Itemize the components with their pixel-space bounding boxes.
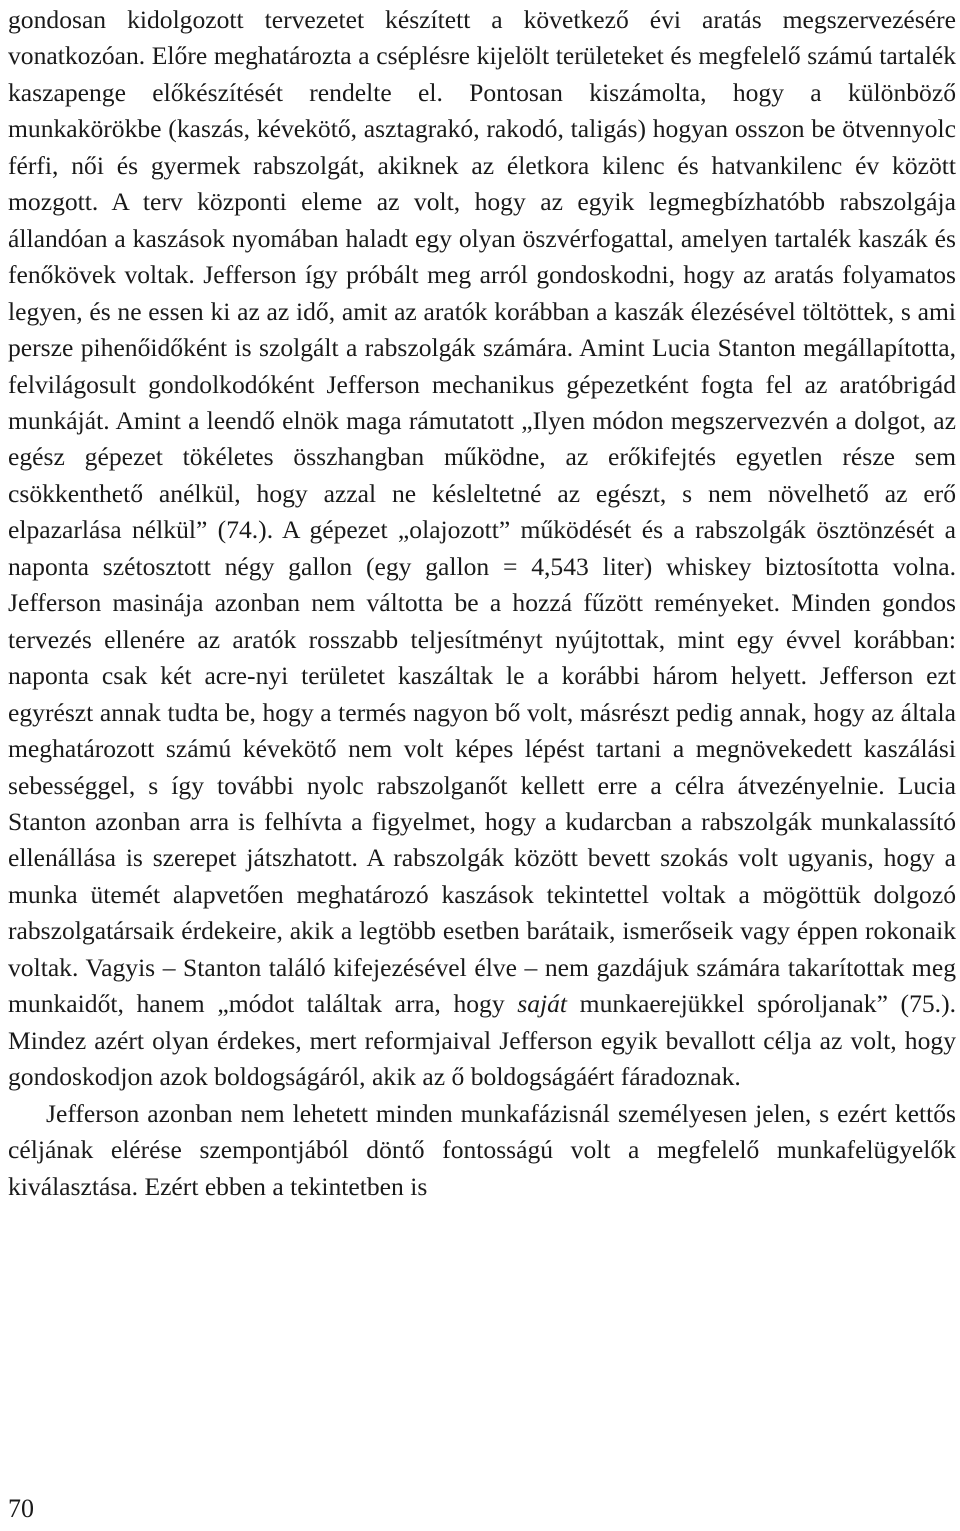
page-body xyxy=(8,2,956,1205)
paragraph-1-text-a: gondosan kidolgozott tervezetet készített a következő évi aratás megszervezésére vonatkozóan. Előre meghatározta a cséplésre kijelölt területeket és megfelelő számú tartalék kaszapenge előkészítését rendelte el. Pontosan kiszámolta, hogy a különböző munkakörökbe (kaszás, kévekötő, asztagrakó, rakodó, taligás) hogyan osszon be ötvennyolc férfi, női és gyermek rabszolgát, akiknek az életkora kilenc és hatvankilenc év között mozgott. A terv központi eleme az volt, hogy az egyik legmegbízhatóbb rabszolgája állandóan a kaszások nyomában haladt egy olyan öszvérfogattal, amelyen tartalék kaszák és fenőkövek voltak. Jefferson így próbált meg arról gondoskodni, hogy az aratás folyamatos legyen, és ne essen ki az az idő, amit az aratók korábban a kaszák élezésével töltöttek, s ami persze pihenőidőként is szolgált a rabszolgák számára. Amint Lucia Stanton megállapította, felvilágosult gondolkodóként Jefferson mechanikus gépezetként fogta fel az aratóbrigád munkáját. Amint a leendő elnök maga rámutatott „Ilyen módon megszervezvén a dolgot, az egész gépezet tökéletes összhangban működne, az erőkifejtés egyetlen része sem csökkenthető anélkül, hogy azzal ne késleltetné az egészt, s nem növelhető az erő elpazarlása nélkül” (74.). A gépezet „olajozott” működését és a rabszolgák ösztönzését a naponta szétosztott négy gallon (egy gallon = 4,543 liter) whiskey biztosította volna. Jefferson masinája azonban nem váltotta be a hozzá fűzött reményeket. Minden gondos tervezés ellenére az aratók rosszabb teljesítményt nyújtottak, mint egy évvel korábban: naponta csak két acre-nyi területet kaszáltak le a korábbi három helyett. Jefferson ezt egyrészt annak tudta be, hogy a termés nagyon bő volt, másrészt pedig annak, hogy az általa meghatározott számú kévekötő nem volt képes lépést tartani a megnövekedett kaszálási sebességgel, s így további nyolc rabszolganőt kellett erre a célra átvezényelnie. Lucia Stanton azonban arra is felhívta a figyelmet, hogy a kudarcban a rabszolgák munkalassító ellenállása is szerepet játszhatott. A rabszolgák között bevett szokás volt ugyanis, hogy a munka ütemét alapvetően meghatározó kaszások tekintettel voltak a mögöttük dolgozó rabszolgatársaik érdekeire, akik a legtöbb esetben barátaik, ismerőseik vagy éppen rokonaik voltak. Vagyis – Stanton találó kifejezésével élve – nem gazdájuk számára takarítottak meg munkaidőt, hanem „módot találtak arra, hogy xyxy=(8,5,956,1019)
body-paragraph-1 xyxy=(8,2,956,1096)
paragraph-1-text-b: munkaerejükkel spóroljanak” (75.). Mindez azért olyan érdekes, mert reformjaival Jefferson egyik bevallott célja az volt, hogy gondoskodjon azok boldogságáról, akik az ő boldogságáért fáradoznak. xyxy=(8,989,956,1092)
paragraph-2-text: Jefferson azonban nem lehetett minden munkafázisnál személyesen jelen, s ezért kettős céljának elérése szempontjából döntő fontosságú volt a megfelelő munkafelügyelők kiválasztása. Ezért ebben a tekintetben is xyxy=(8,1098,956,1201)
page-number: 70 xyxy=(8,1494,34,1523)
body-paragraph-2 xyxy=(8,1096,956,1205)
paragraph-1-italic-word: saját xyxy=(517,989,568,1019)
